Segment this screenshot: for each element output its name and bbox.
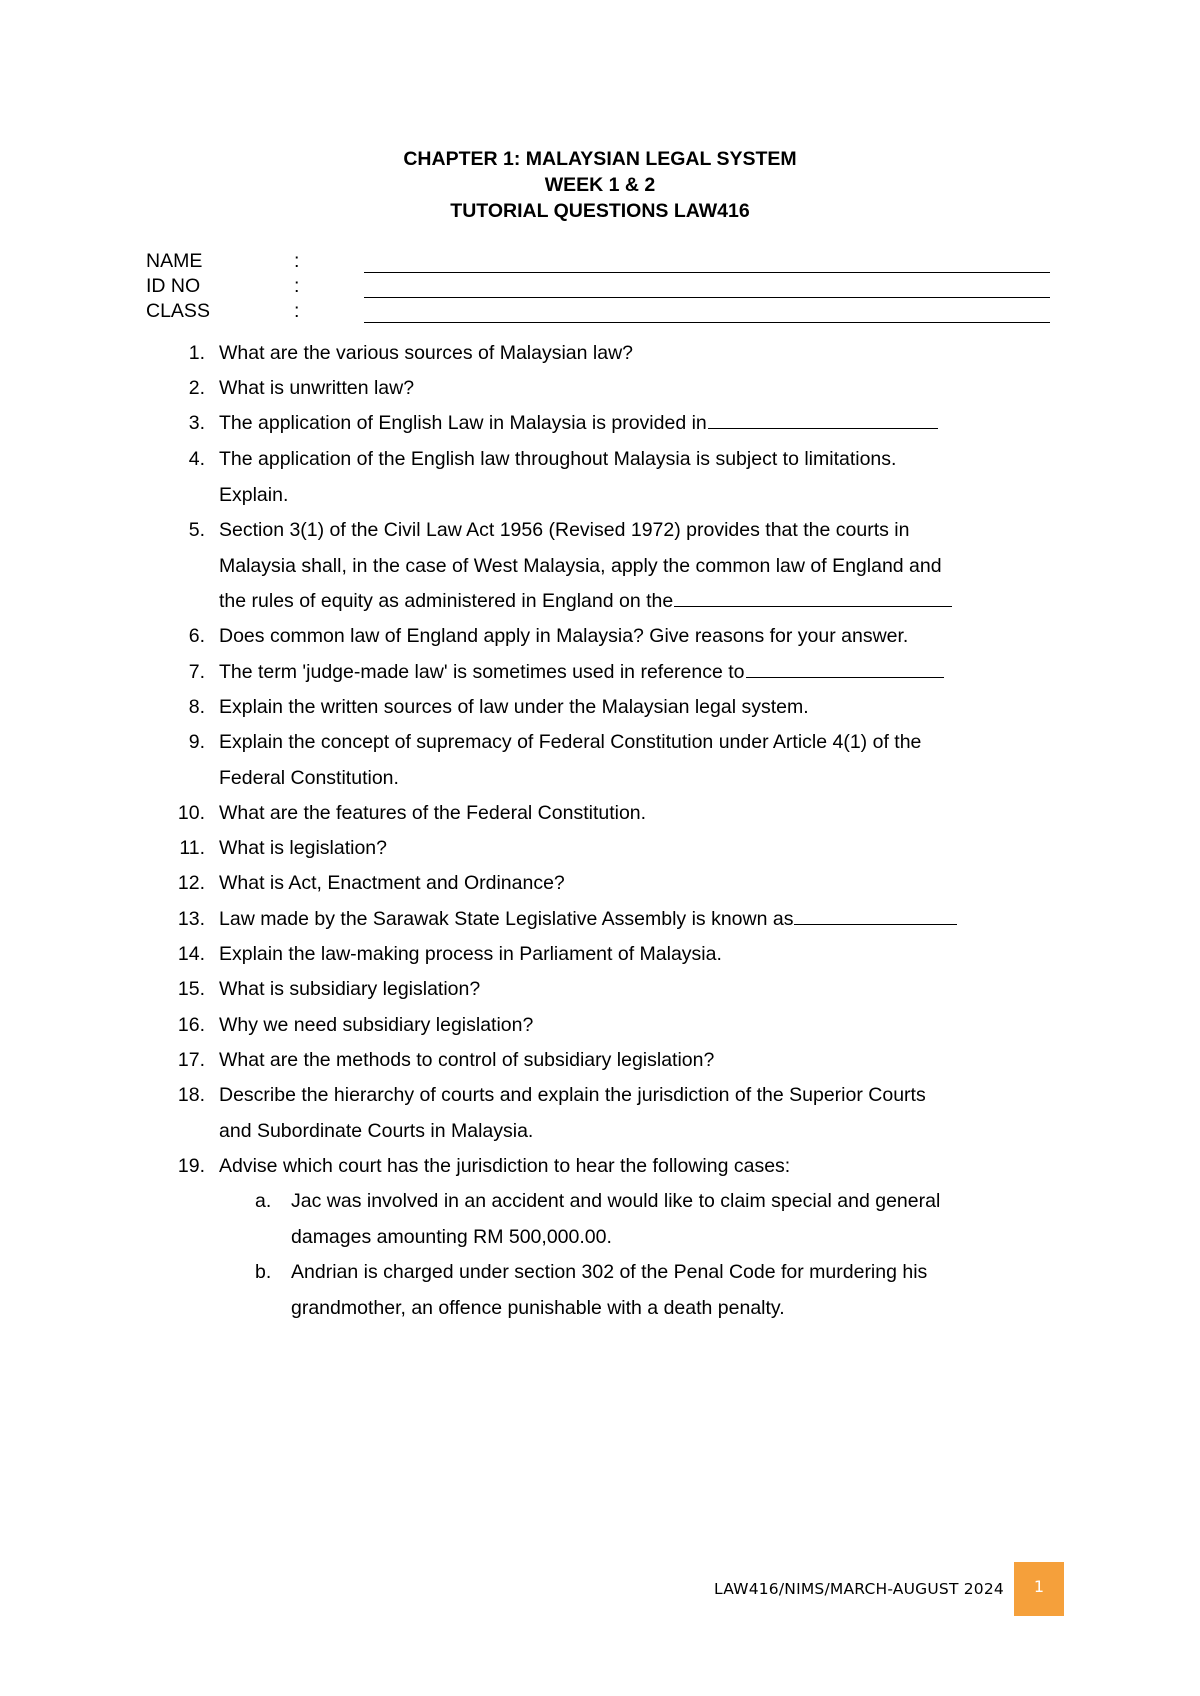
subquestion-letter: a.	[255, 1190, 272, 1212]
fill-in-blank[interactable]	[746, 657, 944, 678]
question-number: 16.	[177, 1014, 205, 1036]
question-number: 5.	[188, 519, 205, 541]
question-text: Why we need subsidiary legislation?	[219, 1014, 534, 1036]
class-answer-line[interactable]	[364, 322, 1050, 323]
id-field-row	[146, 275, 1046, 301]
name-field-row	[146, 250, 1046, 276]
question-number: 7.	[188, 661, 205, 683]
question-text-line	[219, 440, 1069, 478]
question-text: What is subsidiary legislation?	[219, 978, 481, 1000]
question-number: 17.	[177, 1049, 205, 1071]
question-text: The application of the English law throughout Malaysia is subject to limitations.	[219, 448, 897, 470]
question-text: Does common law of England apply in Malaysia? Give reasons for your answer.	[219, 625, 909, 647]
question-text-line	[219, 476, 1069, 514]
question-text: Explain the concept of supremacy of Federal Constitution under Article 4(1) of the	[219, 731, 922, 753]
question-text-line	[219, 900, 1069, 938]
question-text-line	[219, 653, 1069, 691]
question-number: 15.	[177, 978, 205, 1000]
question-text-line	[219, 688, 1069, 726]
question-text-line	[219, 582, 1069, 620]
name-colon: :	[294, 250, 300, 272]
question-number: 1.	[188, 342, 205, 364]
question-text-line	[219, 935, 1069, 973]
question-number: 4.	[188, 448, 205, 470]
name-answer-line[interactable]	[364, 272, 1050, 273]
question-text-line	[219, 970, 1069, 1008]
question-number: 18.	[177, 1084, 205, 1106]
question-text: Explain.	[219, 483, 289, 506]
question-text: Explain the written sources of law under the Malaysian legal system.	[219, 696, 809, 718]
question-text-line	[219, 864, 1069, 902]
question-number: 9.	[188, 731, 205, 753]
question-text: What is unwritten law?	[219, 377, 415, 399]
page-number-box	[1014, 1562, 1064, 1616]
fill-in-blank[interactable]	[708, 408, 938, 429]
subquestion-text: grandmother, an offence punishable with a death penalty.	[291, 1296, 785, 1319]
question-text-line	[219, 1006, 1069, 1044]
question-text: the rules of equity as administered in England on the	[219, 590, 674, 612]
question-text-line	[219, 723, 1069, 761]
question-text-line	[219, 617, 1069, 655]
question-number: 6.	[188, 625, 205, 647]
id-label: ID NO	[146, 275, 201, 297]
question-text-line	[219, 1076, 1069, 1114]
question-text: What is legislation?	[219, 837, 387, 859]
fill-in-blank[interactable]	[794, 904, 957, 925]
question-text-line	[219, 547, 1069, 585]
question-text-line	[219, 369, 1069, 407]
question-text-line	[219, 1147, 1069, 1185]
question-text: Explain the law-making process in Parliament of Malaysia.	[219, 943, 722, 965]
question-text: What are the features of the Federal Constitution.	[219, 802, 647, 824]
question-text: The application of English Law in Malaysia is provided in	[219, 412, 707, 434]
subquestion-letter: b.	[255, 1261, 272, 1283]
subquestion-text: damages amounting RM 500,000.00.	[291, 1225, 612, 1248]
question-text: What are the methods to control of subsidiary legislation?	[219, 1049, 715, 1071]
question-number: 10.	[177, 802, 205, 824]
class-colon: :	[294, 300, 300, 322]
question-text-line	[219, 511, 1069, 549]
question-number: 13.	[177, 908, 205, 930]
footer-course-code: LAW416/NIMS/MARCH-AUGUST 2024	[714, 1580, 1004, 1598]
question-number: 12.	[177, 872, 205, 894]
question-number: 14.	[177, 943, 205, 965]
question-text-line	[219, 334, 1069, 372]
question-number: 19.	[177, 1155, 205, 1177]
name-label: NAME	[146, 250, 203, 272]
week-title: WEEK 1 & 2	[544, 174, 656, 196]
question-number: 8.	[188, 696, 205, 718]
question-text: What is Act, Enactment and Ordinance?	[219, 872, 565, 894]
question-number: 3.	[188, 412, 205, 434]
question-text-line	[219, 404, 1069, 442]
question-text: Malaysia shall, in the case of West Malaysia, apply the common law of England and	[219, 554, 942, 577]
question-text-line	[219, 1041, 1069, 1079]
question-text: Section 3(1) of the Civil Law Act 1956 (Revised 1972) provides that the courts in	[219, 519, 910, 541]
id-answer-line[interactable]	[364, 297, 1050, 298]
fill-in-blank[interactable]	[674, 586, 952, 607]
subquestion-text: Jac was involved in an accident and would like to claim special and general	[291, 1190, 941, 1212]
id-colon: :	[294, 275, 300, 297]
question-text: The term 'judge-made law' is sometimes used in reference to	[219, 661, 745, 683]
question-text-line	[219, 1112, 1069, 1150]
question-number: 2.	[188, 377, 205, 399]
question-text-line	[219, 759, 1069, 797]
subquestion-text: Andrian is charged under section 302 of the Penal Code for murdering his	[291, 1261, 928, 1283]
question-text: Describe the hierarchy of courts and explain the jurisdiction of the Superior Courts	[219, 1084, 926, 1106]
question-text: What are the various sources of Malaysian law?	[219, 342, 634, 364]
page-number: 1	[1033, 1577, 1045, 1596]
page-footer	[0, 1562, 1200, 1618]
question-number: 11.	[179, 837, 205, 859]
question-text: and Subordinate Courts in Malaysia.	[219, 1119, 534, 1142]
question-text-line	[219, 829, 1069, 867]
question-text: Advise which court has the jurisdiction to hear the following cases:	[219, 1155, 791, 1177]
question-text: Federal Constitution.	[219, 766, 399, 789]
chapter-title: CHAPTER 1: MALAYSIAN LEGAL SYSTEM	[403, 148, 797, 170]
class-label: CLASS	[146, 300, 210, 322]
class-field-row	[146, 300, 1046, 326]
question-text: Law made by the Sarawak State Legislative Assembly is known as	[219, 908, 794, 930]
tutorial-title: TUTORIAL QUESTIONS LAW416	[450, 200, 750, 222]
question-text-line	[219, 794, 1069, 832]
